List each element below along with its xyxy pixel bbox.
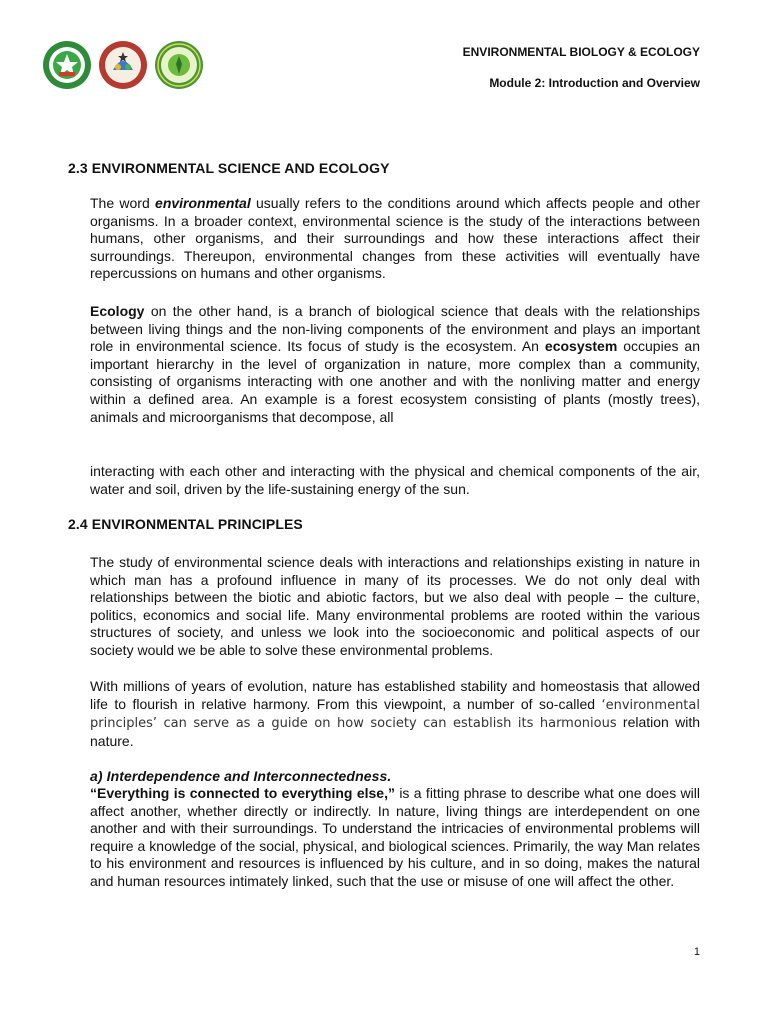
text-run: relation with nature.: [90, 714, 700, 749]
text-run: occupies an important hierarchy in the level of organization in nature, more complex than a community, consisting of organisms interacting with one another and with the nonliving matter and energy within a defined area. An example is a forest ecosystem consisting of plants (mostly trees), animals and microorganisms that decompose, all: [90, 338, 700, 425]
subheading-text: a) Interdependence and Interconnectedness.: [90, 768, 392, 784]
paragraph-ecosystem-continued: interacting with each other and interacting with the physical and chemical components of the air, water and soil, driven by the life-sustaining energy of the sun.: [90, 463, 700, 497]
logo-row: [42, 40, 204, 90]
text-run: on the other hand, is a branch of biological science that deals with the relationships between living things and the non-living components of the environment and plays an important role in environmental science. Its focus of study is the ecosystem. An: [90, 303, 700, 355]
text-run: is a fitting phrase to describe what one does will affect another, whether directly or indirectly. In nature, living things are interdependent on one another and with their surroundings. To understand the intricacies of environmental problems will require a knowledge of the social, physical, and biological sciences. Primarily, the way Man relates to his environment and resources is influenced by his culture, and in so doing, makes the natural and human resources intimately linked, such that the use or misuse of one will affect the other.: [90, 785, 700, 889]
section-heading-2-3: 2.3 ENVIRONMENTAL SCIENCE AND ECOLOGY: [68, 160, 390, 176]
module-title: Module 2: Introduction and Overview: [489, 76, 700, 90]
environmental-principles-quote: ‘environmental principles’ can serve as a guide on how society can establish its harmonious: [90, 697, 700, 732]
university-seal-icon: [42, 40, 92, 90]
paragraph-ecology: [90, 303, 700, 426]
paragraph-interdependence: [90, 785, 700, 891]
subheading-interdependence: [90, 768, 700, 784]
paragraph-evolution: [90, 678, 700, 750]
term-ecosystem: ecosystem: [544, 338, 618, 355]
section-heading-2-4: 2.4 ENVIRONMENTAL PRINCIPLES: [68, 516, 303, 532]
page-number: 1: [693, 946, 700, 958]
text-run: The word: [90, 195, 156, 211]
paragraph-environmental: [90, 195, 700, 283]
paragraph-environmental-science: The study of environmental science deals with interactions and relationships existing in nature in which man has a profound influence in many of its processes. We do not only deal with relationships between the biotic and abiotic factors, but we also deal with people – the culture, politics, economics and social life. Many environmental problems are rooted within the various structures of society, and unless we look into the socioeconomic and political aspects of our society would we be able to solve these environmental problems.: [90, 554, 700, 658]
document-header: [463, 45, 700, 90]
term-environmental: environmental: [155, 195, 251, 211]
term-ecology: Ecology: [90, 303, 145, 319]
text-run: usually refers to the conditions around which affects people and other organisms. In a broader context, environmental science is the study of the interactions between humans, other organisms, and their surroundings and how these interactions affect their surroundings. Thereupon, environmental changes from these activities will eventually have repercussions on humans and other organisms.: [90, 195, 701, 282]
course-title: ENVIRONMENTAL BIOLOGY & ECOLOGY: [462, 45, 700, 59]
college-seal-icon: [98, 40, 148, 90]
text-run: With millions of years of evolution, nature has established stability and homeostasis that allowed life to flourish in relative harmony. From this viewpoint, a number of so-called: [90, 678, 700, 712]
department-seal-icon: [154, 40, 204, 90]
everything-connected-quote: “Everything is connected to everything else,”: [90, 785, 395, 801]
